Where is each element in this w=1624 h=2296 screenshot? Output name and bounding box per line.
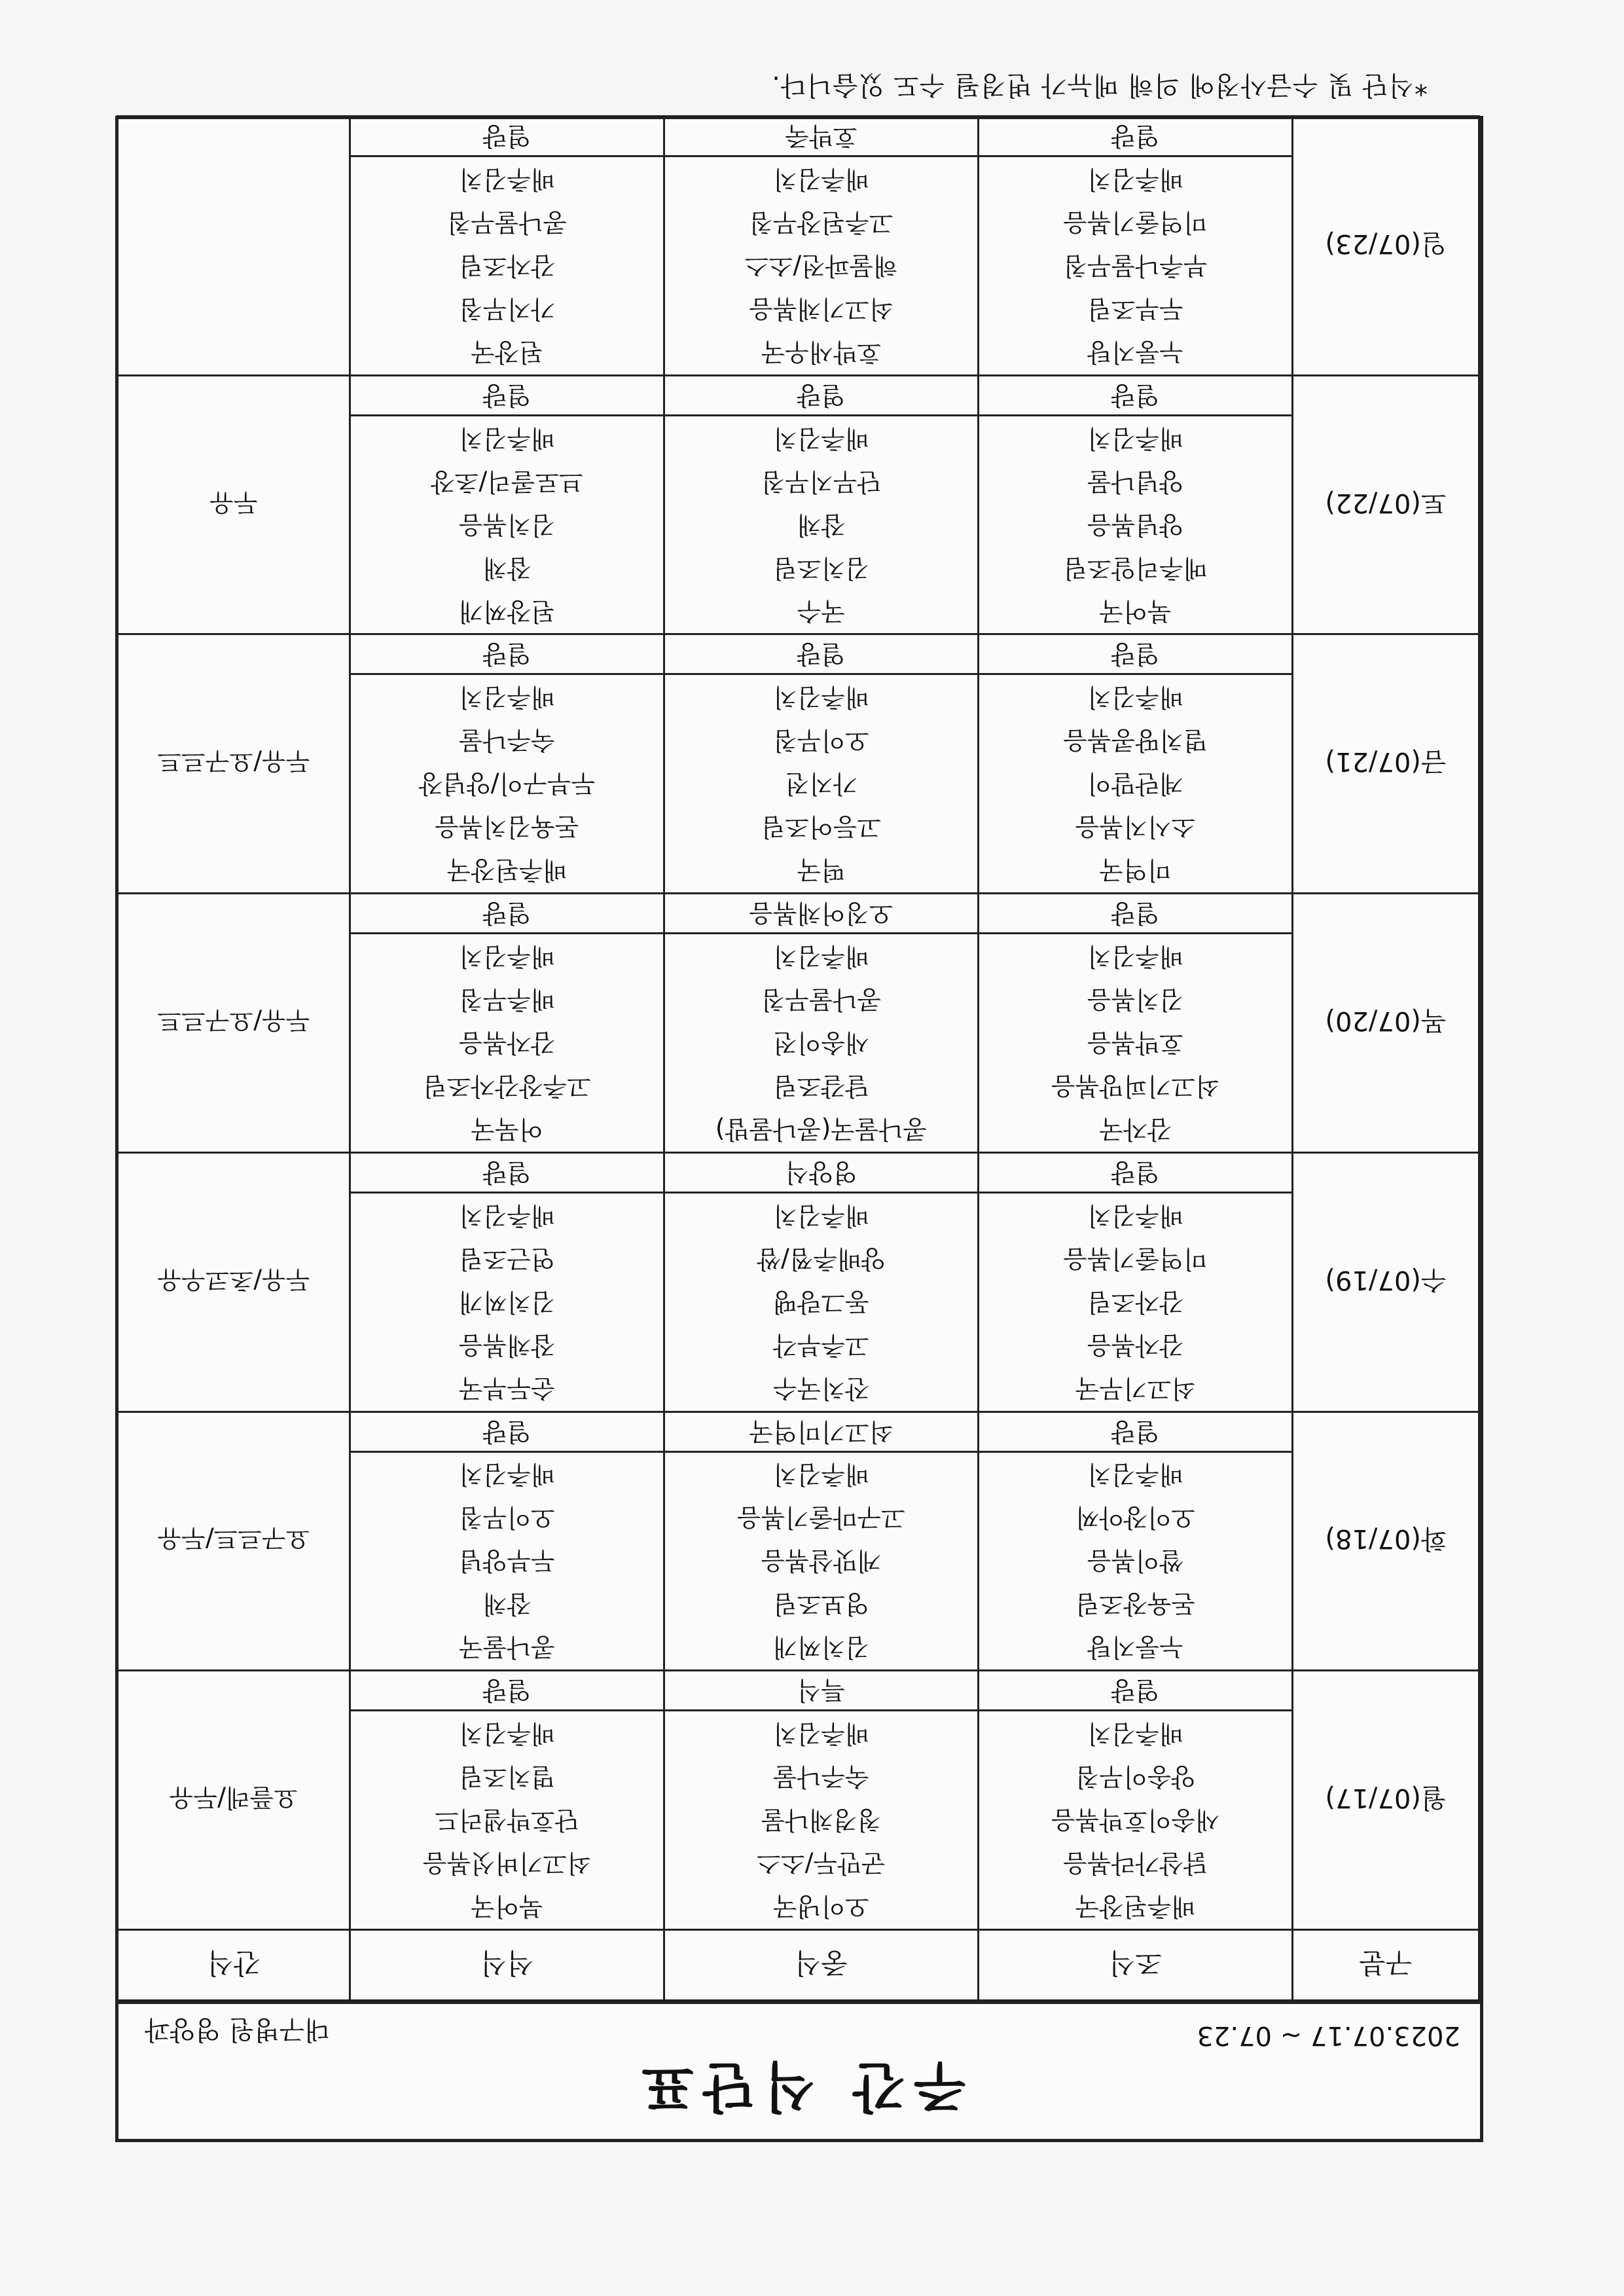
dinner-extra: 열량 — [351, 376, 663, 416]
menu-item: 잡채 — [482, 553, 532, 583]
breakfast-extra: 열량 — [979, 635, 1291, 675]
menu-item: 두부조림 — [1087, 294, 1183, 323]
snack-cell: 요플레/두유 — [118, 1671, 350, 1930]
table-row — [118, 1152, 1479, 1412]
dinner-cell — [350, 894, 664, 1153]
menu-item: 북어국 — [471, 1892, 543, 1922]
lunch-extra: 호박죽 — [665, 117, 977, 157]
menu-item: 쇠고기피망볶음 — [1051, 1072, 1219, 1101]
menu-item: 고추부각 — [773, 1330, 869, 1360]
menu-item: 어묵국 — [471, 1115, 543, 1144]
menu-item: 배추김치 — [459, 683, 555, 712]
lunch-items — [665, 934, 977, 1152]
menu-item: 단호박샐러드 — [435, 1806, 579, 1835]
dinner-cell — [350, 375, 664, 634]
menu-item: 감자조림 — [459, 251, 555, 280]
menu-item: 새송이전 — [773, 1029, 869, 1058]
menu-item: 배추된장국 — [1075, 1892, 1196, 1922]
menu-item: 김치찌개 — [773, 1633, 869, 1662]
menu-item: 오이장아찌 — [1075, 1503, 1196, 1533]
menu-item: 동그랑땡 — [773, 1287, 869, 1317]
menu-sheet — [115, 116, 1483, 2142]
menu-item: 배추김치 — [773, 1201, 869, 1230]
day-label: 수(07/19) — [1293, 1152, 1479, 1412]
breakfast-cell — [979, 1412, 1293, 1671]
lunch-extra: 열량 — [665, 635, 977, 675]
menu-item: 고구마줄기볶음 — [737, 1503, 905, 1533]
dinner-cell — [350, 1412, 664, 1671]
menu-item: 누룽지탕 — [1087, 1633, 1183, 1662]
menu-item: 배추김치 — [459, 1201, 555, 1230]
menu-item: 떡국 — [797, 856, 846, 885]
menu-item: 배추김치 — [459, 1460, 555, 1489]
menu-item: 감자국 — [1099, 1115, 1172, 1144]
menu-item: 콩나물국(콩나물밥) — [715, 1115, 928, 1144]
menu-item: 멸치조림 — [459, 1762, 555, 1792]
menu-item: 배추김치 — [459, 942, 555, 972]
dinner-cell — [350, 1152, 664, 1412]
menu-item: 배추김치 — [1087, 424, 1183, 453]
menu-item: 양념나물 — [1087, 467, 1183, 496]
menu-item: 김치볶음 — [1087, 985, 1183, 1015]
menu-item: 배추김치 — [1087, 164, 1183, 194]
menu-item: 고추된장무침 — [749, 208, 893, 237]
table-row — [118, 375, 1479, 634]
table-header-row — [118, 1930, 1479, 2001]
lunch-cell — [664, 634, 979, 894]
dinner-items — [351, 1194, 663, 1411]
table-row — [118, 894, 1479, 1153]
menu-item: 배추김치 — [459, 1719, 555, 1749]
menu-item: 배추김치 — [773, 424, 869, 453]
lunch-cell — [664, 894, 979, 1153]
menu-item: 숙주나물 — [459, 726, 555, 756]
menu-item: 군만두/소스 — [757, 1849, 886, 1878]
day-label: 화(07/18) — [1293, 1412, 1479, 1671]
lunch-extra: 영양식 — [665, 1154, 977, 1194]
menu-item: 호박볶음 — [1087, 1029, 1183, 1058]
menu-item: 청경채나물 — [761, 1806, 882, 1835]
menu-item: 배추김치 — [773, 164, 869, 194]
footer-note: *식단 및 수급사정에 의해 메뉴가 변경될 수도 있습니다. — [771, 70, 1428, 100]
breakfast-extra: 열량 — [979, 117, 1291, 157]
lunch-items — [665, 675, 977, 892]
menu-item: 배추김치 — [459, 164, 555, 194]
menu-item: 쌀이볶음 — [1087, 1546, 1183, 1576]
menu-item: 쇠고기채볶음 — [749, 294, 893, 323]
table-row — [118, 1671, 1479, 1930]
menu-item: 잡채 — [482, 1590, 532, 1619]
menu-item: 고등어조림 — [761, 812, 882, 842]
lunch-extra: 오징어채볶음 — [665, 894, 977, 934]
menu-item: 잔치국수 — [773, 1374, 869, 1403]
menu-item: 호박새우국 — [761, 337, 882, 367]
lunch-cell — [664, 117, 979, 376]
menu-item: 멸치땅콩볶음 — [1063, 726, 1208, 756]
snack-cell: 두유/요구르트 — [118, 894, 350, 1153]
menu-item: 감자볶음 — [1087, 1330, 1183, 1360]
menu-item: 배추김치 — [1087, 1719, 1183, 1749]
lunch-items — [665, 1453, 977, 1670]
menu-item: 양념볶음 — [1087, 510, 1183, 539]
breakfast-cell — [979, 634, 1293, 894]
menu-item: 잡채 — [797, 510, 846, 539]
dinner-items — [351, 934, 663, 1152]
menu-item: 연근조림 — [459, 1244, 555, 1273]
dinner-items — [351, 416, 663, 634]
menu-item: 쇠고기무국 — [1075, 1374, 1196, 1403]
menu-item: 배추김치 — [773, 1460, 869, 1489]
snack-cell: 두유 — [118, 375, 350, 634]
lunch-items — [665, 1194, 977, 1411]
lunch-extra: 특식 — [665, 1671, 977, 1711]
column-header-snack: 간식 — [118, 1930, 350, 2001]
menu-item: 콩나물무침 — [446, 208, 568, 237]
menu-item: 닭살가라볶음 — [1063, 1849, 1208, 1878]
breakfast-cell — [979, 894, 1293, 1153]
menu-item: 된장찌개 — [459, 596, 555, 626]
breakfast-items — [979, 1194, 1291, 1411]
menu-item: 메추리알조림 — [1063, 553, 1208, 583]
menu-item: 돈육김치볶음 — [435, 812, 579, 842]
breakfast-cell — [979, 375, 1293, 634]
lunch-cell — [664, 1671, 979, 1930]
date-range: 2023.07.17 ~ 07.23 — [1197, 2020, 1460, 2050]
menu-item: 양송이무침 — [1075, 1762, 1196, 1792]
menu-item: 계란말이 — [1087, 769, 1183, 799]
breakfast-items — [979, 1453, 1291, 1670]
weekly-menu-table — [117, 115, 1480, 2001]
table-row — [118, 634, 1479, 894]
menu-item: 국수 — [797, 596, 846, 626]
menu-item: 미역줄기볶음 — [1063, 208, 1208, 237]
dinner-extra: 열량 — [351, 117, 663, 157]
menu-item: 부추나물무침 — [1063, 251, 1208, 280]
menu-item: 김치볶음 — [459, 510, 555, 539]
menu-item: 양배추찜/쌈 — [757, 1244, 886, 1273]
menu-item: 두부구이/양념장 — [418, 769, 596, 799]
breakfast-items — [979, 157, 1291, 374]
breakfast-items — [979, 416, 1291, 634]
column-header-dinner: 석식 — [350, 1930, 664, 2001]
hospital-name: 대구병원 영양과 — [145, 2014, 331, 2045]
dinner-extra: 열량 — [351, 1413, 663, 1453]
dinner-items — [351, 1453, 663, 1670]
snack-cell: 요구르트/두유 — [118, 1412, 350, 1671]
menu-item: 감자볶음 — [459, 1029, 555, 1058]
lunch-items — [665, 157, 977, 374]
menu-item: 쇠고기버섯볶음 — [423, 1849, 591, 1878]
snack-cell — [118, 117, 350, 376]
dinner-items — [351, 157, 663, 374]
dinner-extra: 열량 — [351, 635, 663, 675]
menu-item: 숙주나물 — [773, 1762, 869, 1792]
breakfast-items — [979, 675, 1291, 892]
lunch-items — [665, 416, 977, 634]
menu-item: 순두부국 — [459, 1374, 555, 1403]
lunch-cell — [664, 1412, 979, 1671]
dinner-cell — [350, 117, 664, 376]
column-header-lunch: 중식 — [664, 1930, 979, 2001]
menu-item: 단무지무침 — [761, 467, 882, 496]
menu-item: 해물파전/소스 — [744, 251, 898, 280]
dinner-items — [351, 1711, 663, 1929]
title-box — [118, 2001, 1480, 2139]
column-header-breakfast: 조식 — [979, 1930, 1293, 2001]
lunch-extra: 쇠고기미역국 — [665, 1413, 977, 1453]
dinner-extra: 열량 — [351, 1154, 663, 1194]
menu-item: 배추김치 — [1087, 683, 1183, 712]
dinner-items — [351, 675, 663, 892]
menu-body — [118, 117, 1479, 1930]
menu-item: 배추김치 — [1087, 1201, 1183, 1230]
lunch-items — [665, 1711, 977, 1929]
menu-item: 감자조림 — [1087, 1287, 1183, 1317]
menu-item: 오이무침 — [773, 726, 869, 756]
menu-item: 배추김치 — [1087, 942, 1183, 972]
menu-item: 배추김치 — [1087, 1460, 1183, 1489]
snack-cell: 두유/요구르트 — [118, 634, 350, 894]
menu-item: 김치조림 — [773, 553, 869, 583]
menu-item: 배추무침 — [459, 985, 555, 1015]
menu-item: 게맛살볶음 — [761, 1546, 882, 1576]
day-label: 토(07/22) — [1293, 375, 1479, 634]
menu-item: 미역줄기볶음 — [1063, 1244, 1208, 1273]
menu-item: 새송이호박볶음 — [1051, 1806, 1219, 1835]
breakfast-items — [979, 934, 1291, 1152]
menu-item: 두부양념 — [459, 1546, 555, 1576]
menu-item: 돈육장조림 — [1075, 1590, 1196, 1619]
menu-item: 북어국 — [1099, 596, 1172, 626]
day-label: 일(07/23) — [1293, 117, 1479, 376]
menu-item: 가지전 — [785, 769, 857, 799]
menu-item: 배추된장국 — [446, 856, 568, 885]
breakfast-extra: 열량 — [979, 376, 1291, 416]
breakfast-cell — [979, 1671, 1293, 1930]
menu-item: 배추김치 — [773, 1719, 869, 1749]
menu-item: 콩나물국 — [459, 1633, 555, 1662]
menu-item: 잡채볶음 — [459, 1330, 555, 1360]
day-label: 월(07/17) — [1293, 1671, 1479, 1930]
menu-item: 오이냉국 — [773, 1892, 869, 1922]
day-label: 목(07/20) — [1293, 894, 1479, 1153]
breakfast-extra: 열량 — [979, 1671, 1291, 1711]
menu-item: 고추장감자조림 — [423, 1072, 591, 1101]
menu-item: 누룽지탕 — [1087, 337, 1183, 367]
page-title: 주간 식단표 — [632, 2055, 966, 2117]
breakfast-extra: 열량 — [979, 894, 1291, 934]
lunch-cell — [664, 375, 979, 634]
menu-item: 배추김치 — [773, 942, 869, 972]
table-row — [118, 117, 1479, 376]
dinner-extra: 열량 — [351, 894, 663, 934]
menu-item: 오이무침 — [459, 1503, 555, 1533]
menu-item: 가지무침 — [459, 294, 555, 323]
menu-item: 브로콜리/초장 — [430, 467, 584, 496]
breakfast-extra: 열량 — [979, 1154, 1291, 1194]
snack-cell: 두유/초코우유 — [118, 1152, 350, 1412]
menu-item: 김치찌개 — [459, 1287, 555, 1317]
breakfast-extra: 열량 — [979, 1413, 1291, 1453]
menu-item: 배추김치 — [773, 683, 869, 712]
dinner-cell — [350, 634, 664, 894]
lunch-extra: 열량 — [665, 376, 977, 416]
menu-item: 콩나물무침 — [761, 985, 882, 1015]
table-row — [118, 1412, 1479, 1671]
dinner-cell — [350, 1671, 664, 1930]
menu-item: 미역국 — [1099, 856, 1172, 885]
breakfast-cell — [979, 1152, 1293, 1412]
day-label: 금(07/21) — [1293, 634, 1479, 894]
breakfast-cell — [979, 117, 1293, 376]
menu-item: 된장국 — [471, 337, 543, 367]
menu-item: 소시지볶음 — [1075, 812, 1196, 842]
menu-item: 달걀조림 — [773, 1072, 869, 1101]
menu-item: 영보조림 — [773, 1590, 869, 1619]
dinner-extra: 열량 — [351, 1671, 663, 1711]
lunch-cell — [664, 1152, 979, 1412]
column-header-day: 구분 — [1293, 1930, 1479, 2001]
menu-item: 배추김치 — [459, 424, 555, 453]
breakfast-items — [979, 1711, 1291, 1929]
